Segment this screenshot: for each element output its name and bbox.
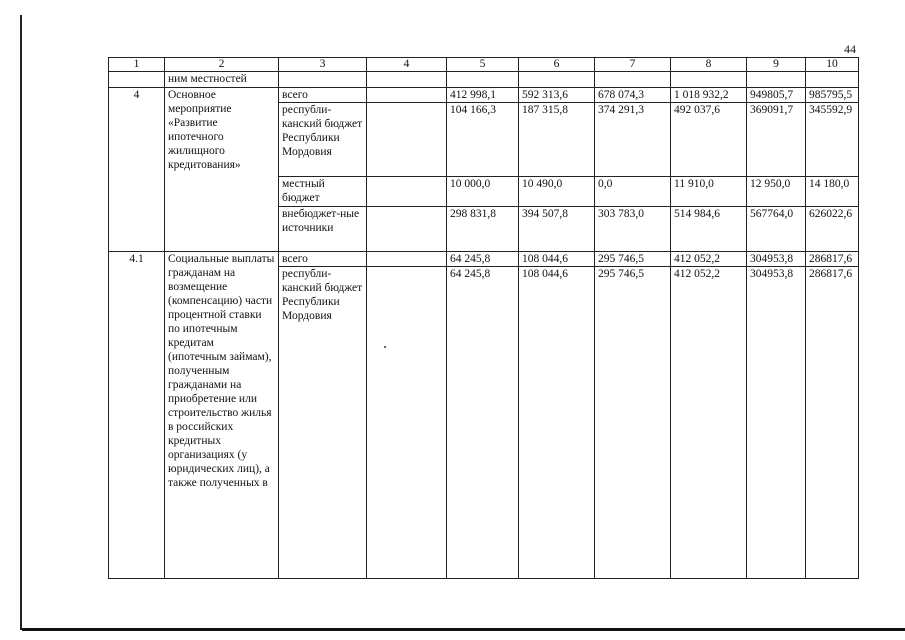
source-cell: всего [279, 252, 367, 267]
value-cell: 11 910,0 [671, 177, 747, 207]
value-cell: 286817,6 [806, 252, 859, 267]
source-cell: республи-канский бюджет Республики Мордовия [279, 267, 367, 579]
table-header-row [109, 58, 859, 72]
value-cell: 592 313,6 [519, 88, 595, 103]
value-cell: 412 052,2 [671, 267, 747, 579]
value-cell: 0,0 [595, 177, 671, 207]
header-cell: 6 [519, 58, 595, 72]
value-cell: 298 831,8 [447, 207, 519, 252]
name-cell: Основное мероприятие «Развитие ипотечного жилищного кредитования» [165, 88, 279, 252]
value-cell: 303 783,0 [595, 207, 671, 252]
scan-edge-left [20, 15, 22, 630]
value-cell: 514 984,6 [671, 207, 747, 252]
value-cell: 369091,7 [747, 103, 806, 177]
scan-edge-bottom [22, 628, 905, 631]
num-cell [109, 72, 165, 88]
value-cell: 295 746,5 [595, 267, 671, 579]
value-cell: 12 950,0 [747, 177, 806, 207]
value-cell: 394 507,8 [519, 207, 595, 252]
value-cell: 10 490,0 [519, 177, 595, 207]
source-cell: республи-канский бюджет Республики Мордовия [279, 103, 367, 177]
value-cell: 985795,5 [806, 88, 859, 103]
name-cell: Социальные выплаты гражданам на возмещение (компенсацию) части процентной ставки по ипотечным кредитам (ипотечным займам), полученным гражданами на приобретение или строительство жилья в российских кредитных организациях (у юридических лиц), а также полученных в [165, 252, 279, 579]
value-cell: 412 052,2 [671, 252, 747, 267]
table-row [109, 252, 859, 267]
value-cell: 949805,7 [747, 88, 806, 103]
header-cell: 9 [747, 58, 806, 72]
value-cell: 10 000,0 [447, 177, 519, 207]
header-cell: 10 [806, 58, 859, 72]
header-cell: 5 [447, 58, 519, 72]
table-row [109, 72, 859, 88]
page-number: 44 [844, 42, 856, 56]
program-funding-table [108, 57, 859, 579]
value-cell: 304953,8 [747, 267, 806, 579]
value-cell: 108 044,6 [519, 267, 595, 579]
value-cell: 304953,8 [747, 252, 806, 267]
value-cell: 678 074,3 [595, 88, 671, 103]
value-cell: 492 037,6 [671, 103, 747, 177]
value-cell: 14 180,0 [806, 177, 859, 207]
value-cell: 64 245,8 [447, 252, 519, 267]
header-cell: 7 [595, 58, 671, 72]
header-cell: 4 [367, 58, 447, 72]
value-cell: 412 998,1 [447, 88, 519, 103]
source-cell: внебюджет-ные источники [279, 207, 367, 252]
value-cell: 1 018 932,2 [671, 88, 747, 103]
header-cell: 3 [279, 58, 367, 72]
header-cell: 8 [671, 58, 747, 72]
value-cell: 104 166,3 [447, 103, 519, 177]
value-cell: 374 291,3 [595, 103, 671, 177]
source-cell: всего [279, 88, 367, 103]
header-cell: 2 [165, 58, 279, 72]
value-cell: 108 044,6 [519, 252, 595, 267]
value-cell: 626022,6 [806, 207, 859, 252]
header-cell: 1 [109, 58, 165, 72]
source-cell: местный бюджет [279, 177, 367, 207]
value-cell: 64 245,8 [447, 267, 519, 579]
table-row [109, 88, 859, 103]
num-cell: 4 [109, 88, 165, 252]
value-cell: 286817,6 [806, 267, 859, 579]
num-cell: 4.1 [109, 252, 165, 579]
value-cell: 295 746,5 [595, 252, 671, 267]
value-cell: 345592,9 [806, 103, 859, 177]
value-cell: 567764,0 [747, 207, 806, 252]
name-cell: ним местностей [165, 72, 279, 88]
value-cell: 187 315,8 [519, 103, 595, 177]
